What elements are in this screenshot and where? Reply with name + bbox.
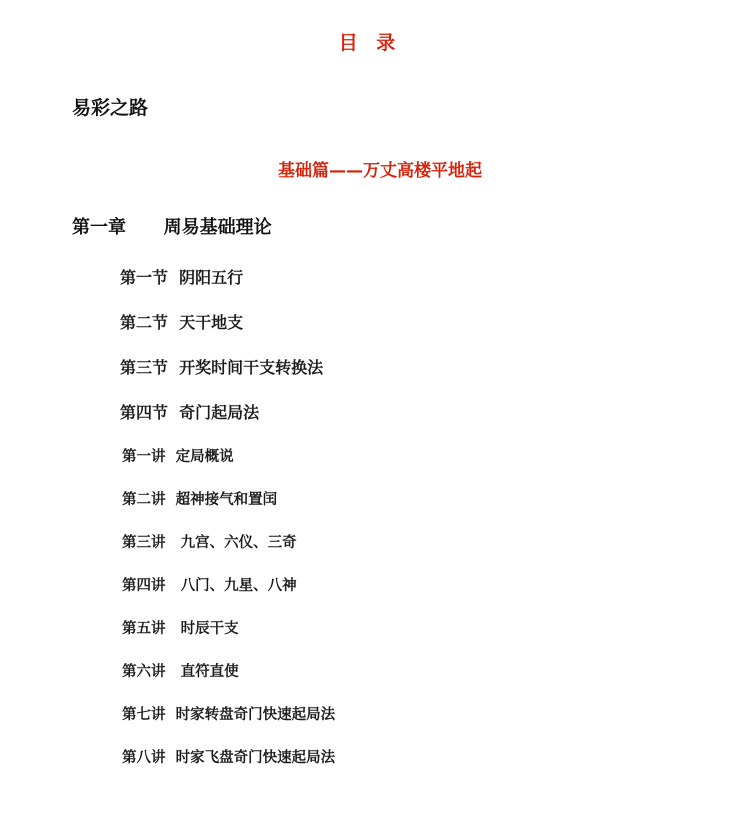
list-item[interactable]: 第二节 天干地支	[120, 313, 244, 332]
book-title: 易彩之路	[72, 97, 149, 119]
list-item[interactable]: 第四讲 八门、九星、八神	[122, 578, 297, 594]
list-item[interactable]: 第八讲 时家飞盘奇门快速起局法	[122, 750, 336, 766]
list-item[interactable]: 第一节 阴阳五行	[120, 268, 244, 287]
list-item[interactable]: 第二讲 超神接气和置闰	[122, 492, 278, 508]
chapter-heading: 第一章 周易基础理论	[72, 217, 272, 238]
part-title: 基础篇——万丈高楼平地起	[278, 161, 482, 181]
list-item[interactable]: 第四节 奇门起局法	[120, 403, 260, 422]
page-title: 目 录	[338, 32, 402, 54]
table-of-contents	[0, 265, 740, 767]
list-item[interactable]: 第三讲 九宫、六仪、三奇	[122, 535, 297, 551]
document-page	[0, 28, 740, 818]
list-item[interactable]: 第七讲 时家转盘奇门快速起局法	[122, 707, 336, 723]
list-item[interactable]: 第一讲 定局概说	[122, 449, 234, 465]
list-item[interactable]: 第三节 开奖时间干支转换法	[120, 358, 324, 377]
list-item[interactable]: 第六讲 直符直使	[122, 664, 239, 680]
list-item[interactable]: 第五讲 时辰干支	[122, 621, 239, 637]
